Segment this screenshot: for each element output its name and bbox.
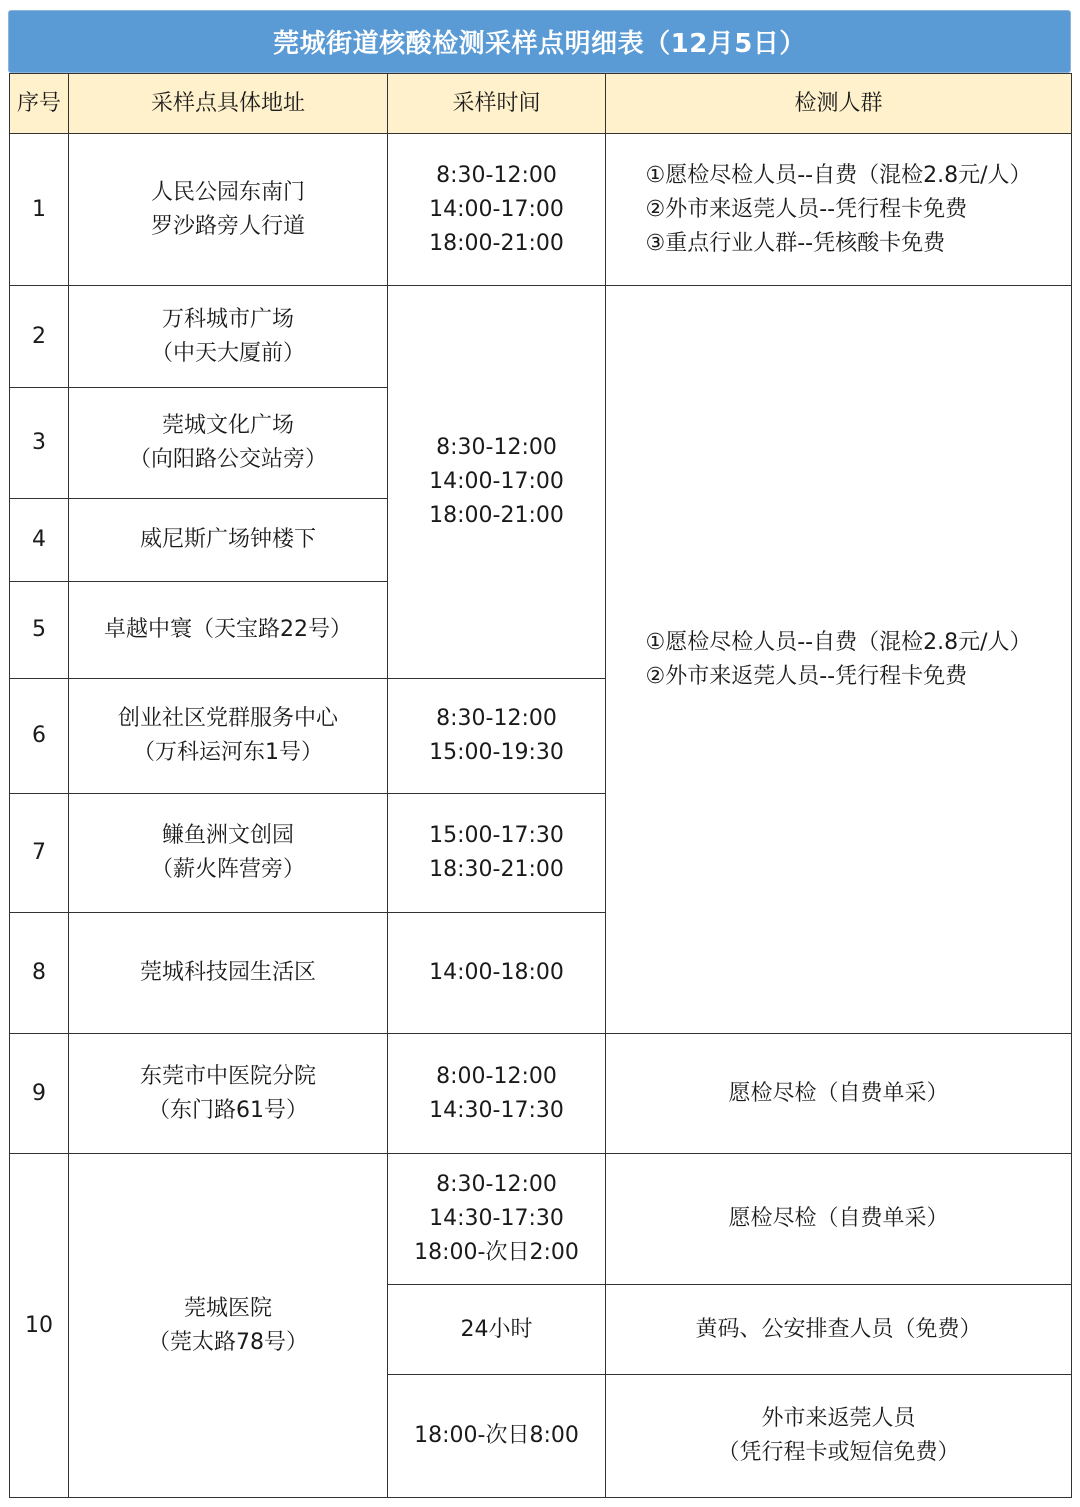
row-index: 5 (10, 582, 69, 679)
target-crowd (606, 134, 1072, 286)
site-address (69, 286, 388, 388)
time-line: 18:00-21:00 (429, 230, 564, 256)
site-address (69, 499, 388, 582)
table-row (10, 286, 1072, 388)
site-address (69, 134, 388, 286)
target-crowd (606, 1034, 1072, 1154)
address-line: 万科城市广场 (161, 306, 294, 332)
site-address (69, 679, 388, 794)
site-address (69, 388, 388, 499)
time-line: 8:30-12:00 (436, 162, 557, 188)
time-line: 18:00-次日2:00 (414, 1240, 579, 1265)
address-line: 莞城医院 (183, 1295, 272, 1321)
time-line: 14:30-17:30 (429, 1097, 564, 1123)
address-line: （东门路61号） (148, 1097, 308, 1123)
sampling-time (388, 913, 606, 1034)
crowd-line: 外市来返莞人员 (761, 1406, 916, 1431)
address-line: 创业社区党群服务中心 (117, 706, 338, 731)
crowd-line: ①愿检尽检人员--自费（混检2.8元/人） (645, 629, 1032, 655)
crowd-line: （凭行程卡或短信免费） (717, 1440, 960, 1465)
table-title: 莞城街道核酸检测采样点明细表（12月5日） (8, 10, 1071, 73)
target-crowd (606, 1285, 1072, 1375)
time-line: 18:30-21:00 (429, 857, 564, 882)
target-crowd (606, 286, 1072, 1034)
site-address (69, 913, 388, 1034)
sampling-time (388, 1375, 606, 1498)
address-line: 卓越中寰（天宝路22号） (104, 617, 352, 642)
time-line: 14:00-17:00 (429, 469, 564, 494)
crowd-line: ①愿检尽检人员--自费（混检2.8元/人） (645, 162, 1032, 188)
site-address (69, 1154, 388, 1498)
row-index: 8 (10, 913, 69, 1034)
crowd-line: 黄码、公安排查人员（免费） (695, 1316, 982, 1342)
sampling-time (388, 679, 606, 794)
time-line: 14:30-17:30 (429, 1206, 564, 1231)
site-address (69, 794, 388, 913)
crowd-line: 愿检尽检（自费单采） (728, 1080, 949, 1106)
address-line: 莞城科技园生活区 (139, 960, 316, 985)
header-row (10, 74, 1072, 134)
time-line: 8:30-12:00 (436, 435, 557, 460)
site-address (69, 1034, 388, 1154)
time-line: 14:00-18:00 (429, 960, 564, 985)
row-index: 2 (10, 286, 69, 388)
address-line: （莞太路78号） (148, 1329, 308, 1355)
table-row (10, 1154, 1072, 1285)
crowd-line: ②外市来返莞人员--凭行程卡免费 (645, 663, 968, 689)
header-index: 序号 (10, 74, 69, 134)
header-address: 采样点具体地址 (69, 74, 388, 134)
target-crowd (606, 1375, 1072, 1498)
row-index: 1 (10, 134, 69, 286)
header-time: 采样时间 (388, 74, 606, 134)
table-row (10, 134, 1072, 286)
table-row (10, 1034, 1072, 1154)
row-index: 4 (10, 499, 69, 582)
address-line: 人民公园东南门 (150, 179, 305, 205)
address-line: （薪火阵营旁） (150, 857, 305, 882)
sampling-time (388, 134, 606, 286)
address-line: （中天大厦前） (150, 340, 305, 366)
row-index: 9 (10, 1034, 69, 1154)
row-index: 6 (10, 679, 69, 794)
crowd-line: ②外市来返莞人员--凭行程卡免费 (645, 196, 968, 222)
time-line: 14:00-17:00 (429, 196, 564, 222)
crowd-line: ③重点行业人群--凭核酸卡免费 (645, 230, 946, 256)
time-line: 8:30-12:00 (436, 1172, 557, 1197)
address-line: （万科运河东1号） (133, 740, 323, 765)
time-line: 15:00-19:30 (429, 740, 564, 765)
time-line: 24小时 (460, 1316, 533, 1342)
time-line: 18:00-次日8:00 (414, 1423, 579, 1448)
time-line: 18:00-21:00 (429, 503, 564, 528)
target-crowd (606, 1154, 1072, 1285)
sampling-time (388, 286, 606, 679)
address-line: 莞城文化广场 (161, 413, 294, 438)
crowd-line: 愿检尽检（自费单采） (728, 1206, 949, 1231)
address-line: 鳒鱼洲文创园 (161, 823, 294, 848)
row-index: 3 (10, 388, 69, 499)
time-line: 8:30-12:00 (436, 706, 557, 731)
address-line: 罗沙路旁人行道 (150, 213, 305, 239)
sampling-time (388, 1285, 606, 1375)
address-line: 威尼斯广场钟楼下 (139, 527, 316, 552)
time-line: 15:00-17:30 (429, 823, 564, 848)
time-line: 8:00-12:00 (436, 1063, 557, 1089)
site-address (69, 582, 388, 679)
header-crowd: 检测人群 (606, 74, 1072, 134)
sampling-sites-table (9, 73, 1072, 1498)
address-line: （向阳路公交站旁） (128, 447, 327, 472)
row-index: 10 (10, 1154, 69, 1498)
sampling-time (388, 1034, 606, 1154)
sampling-time (388, 1154, 606, 1285)
row-index: 7 (10, 794, 69, 913)
sampling-time (388, 794, 606, 913)
address-line: 东莞市中医院分院 (139, 1063, 316, 1089)
